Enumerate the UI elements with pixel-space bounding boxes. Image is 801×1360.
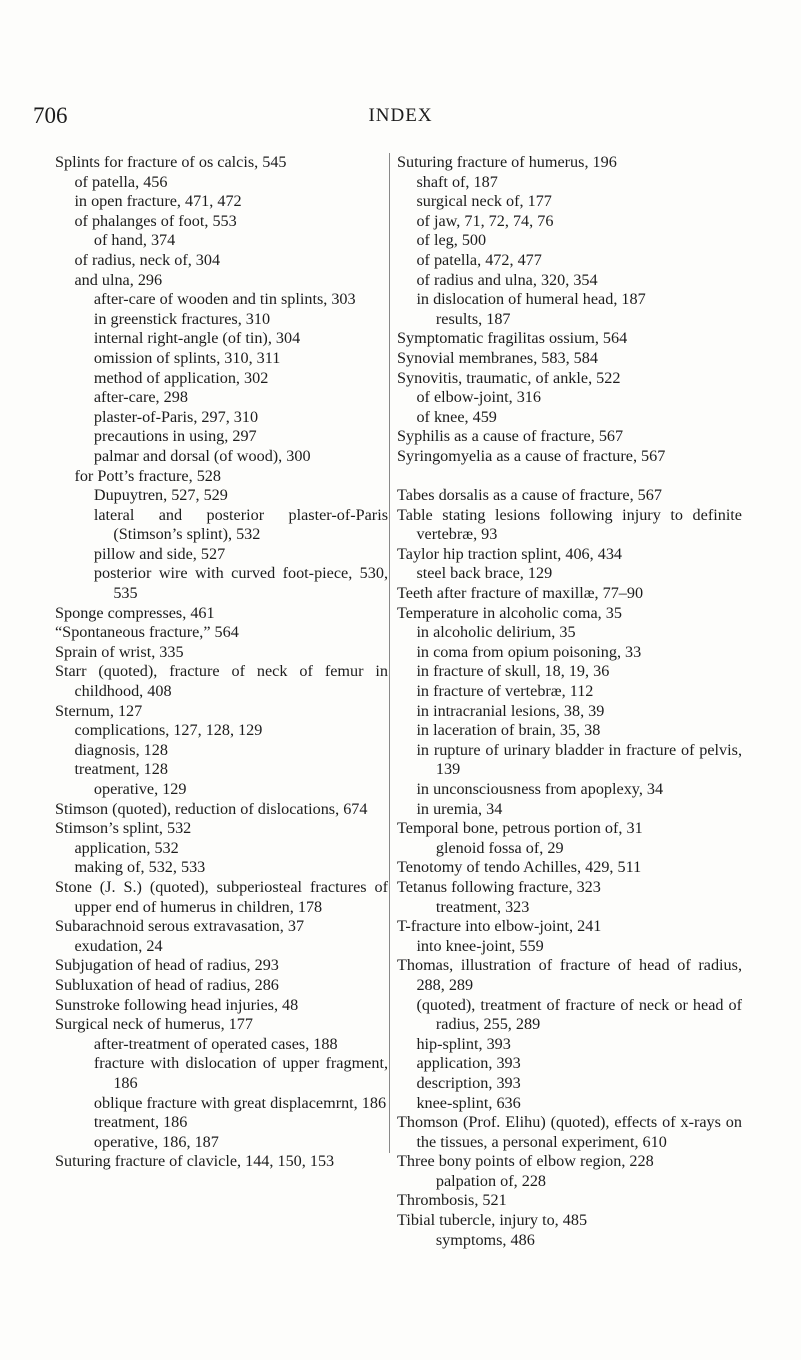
index-entry: Surgical neck of humerus, 177 <box>55 1015 253 1034</box>
column-divider <box>389 153 390 1153</box>
index-subentry: in fracture of vertebræ, 112 <box>416 682 594 701</box>
index-entry: Splints for fracture of os calcis, 545 <box>55 153 287 171</box>
index-subentry: of knee, 459 <box>416 407 497 426</box>
index-entry: Synovial membranes, 583, 584 <box>397 348 598 367</box>
index-subentry: in fracture of skull, 18, 19, 36 <box>416 662 610 681</box>
index-subentry: fracture with dislocation of upper fragment, 186 <box>93 1054 388 1092</box>
index-entry: Tibial tubercle, injury to, 485 <box>397 1211 588 1230</box>
index-entry: Teeth after fracture of maxillæ, 77–90 <box>397 584 644 603</box>
index-subentry: application, 532 <box>74 838 179 857</box>
index-subentry: oblique fracture with great displacemrnt, 186 <box>93 1093 387 1112</box>
index-subentry: omission of splints, 310, 311 <box>93 348 281 367</box>
index-entry: Thomas, illustration of fracture of head of radius, 288, 289 <box>397 956 742 994</box>
index-subentry: of jaw, 71, 72, 74, 76 <box>416 211 554 230</box>
index-subentry: of radius and ulna, 320, 354 <box>416 270 598 289</box>
index-subentry: symptoms, 486 <box>435 1230 535 1249</box>
page-title: INDEX <box>368 105 433 126</box>
index-entry: Sprain of wrist, 335 <box>55 642 184 661</box>
index-subentry: surgical neck of, 177 <box>416 192 552 211</box>
index-subentry: plaster-of-Paris, 297, 310 <box>93 407 259 426</box>
index-entry: Temperature in alcoholic coma, 35 <box>397 603 622 622</box>
index-subentry: of phalanges of foot, 553 <box>74 211 237 230</box>
index-entry: Subarachnoid serous extravasation, 37 <box>55 917 305 936</box>
index-subentry: internal right-angle (of tin), 304 <box>93 329 301 348</box>
index-entry: Thrombosis, 521 <box>397 1191 507 1210</box>
index-subentry: operative, 129 <box>93 780 187 798</box>
index-subentry: palpation of, 228 <box>435 1171 547 1190</box>
index-subentry: of radius, neck of, 304 <box>74 250 221 269</box>
index-subentry: knee-splint, 636 <box>416 1093 521 1112</box>
index-gap <box>397 467 742 487</box>
index-subentry: of elbow-joint, 316 <box>416 388 541 407</box>
index-entry: Symptomatic fragilitas ossium, 564 <box>397 329 628 348</box>
index-subentry: in alcoholic delirium, 35 <box>416 623 576 642</box>
index-subentry: posterior wire with curved foot-piece, 530, 535 <box>93 564 388 603</box>
index-entry: Tenotomy of tendo Achilles, 429, 511 <box>397 858 642 877</box>
index-entry: Tabes dorsalis as a cause of fracture, 567 <box>397 486 662 505</box>
index-entry: Stone (J. S.) (quoted), subperiosteal fractures of upper end of humerus in children, 178 <box>55 877 388 916</box>
index-column-left <box>55 153 388 1172</box>
index-subentry: in intracranial lesions, 38, 39 <box>416 701 605 720</box>
index-subentry: lateral and posterior plaster-of-Paris (Stimson’s splint), 532 <box>93 505 388 544</box>
index-subentry: treatment, 186 <box>93 1113 188 1132</box>
index-subentry: making of, 532, 533 <box>74 858 206 877</box>
page-number: 706 <box>33 103 68 128</box>
index-subentry: of hand, 374 <box>93 231 176 250</box>
index-subentry: application, 393 <box>416 1054 521 1073</box>
index-subentry: in rupture of urinary bladder in fracture of pelvis, 139 <box>416 740 742 779</box>
index-entry: Table stating lesions following injury to definite vertebræ, 93 <box>397 505 742 544</box>
index-subentry: in unconsciousness from apoplexy, 34 <box>416 780 664 798</box>
index-entry: Subjugation of head of radius, 293 <box>55 956 279 975</box>
index-subentry: exudation, 24 <box>74 936 163 955</box>
index-entry: Temporal bone, petrous portion of, 31 <box>397 819 643 838</box>
index-subentry: in uremia, 34 <box>416 799 503 818</box>
index-entry: Starr (quoted), fracture of neck of femur in childhood, 408 <box>55 662 388 701</box>
index-entry: “Spontaneous fracture,” 564 <box>55 623 239 642</box>
index-entry: Suturing fracture of clavicle, 144, 150, 153 <box>55 1152 335 1171</box>
index-subentry: diagnosis, 128 <box>74 740 168 759</box>
index-subentry: after-care, 298 <box>93 388 188 407</box>
index-subentry: operative, 186, 187 <box>93 1132 219 1151</box>
index-subentry: complications, 127, 128, 129 <box>74 721 263 740</box>
index-subentry: results, 187 <box>435 309 511 328</box>
index-subentry: of patella, 472, 477 <box>416 250 542 269</box>
index-entry: Sponge compresses, 461 <box>55 603 215 622</box>
index-subentry: (quoted), treatment of fracture of neck or head of radius, 255, 289 <box>416 995 742 1034</box>
index-subentry: palmar and dorsal (of wood), 300 <box>93 446 311 465</box>
index-subentry: shaft of, 187 <box>416 172 498 191</box>
index-subentry: of patella, 456 <box>74 172 168 191</box>
index-entry: Suturing fracture of humerus, 196 <box>397 153 617 171</box>
index-entry: Syringomyelia as a cause of fracture, 567 <box>397 446 666 465</box>
index-subentry: method of application, 302 <box>93 368 269 387</box>
index-subentry: Dupuytren, 527, 529 <box>93 486 228 505</box>
index-subentry: pillow and side, 527 <box>93 544 226 563</box>
index-subentry: precautions in using, 297 <box>93 427 257 446</box>
index-entry: Thomson (Prof. Elihu) (quoted), effects of x-rays on the tissues, a personal experiment, 610 <box>397 1113 742 1151</box>
index-subentry: in coma from opium poisoning, 33 <box>416 642 642 661</box>
index-subentry: in dislocation of humeral head, 187 <box>416 290 646 309</box>
index-subentry: in open fracture, 471, 472 <box>74 192 242 211</box>
index-subentry: treatment, 128 <box>74 760 168 779</box>
index-subentry: in laceration of brain, 35, 38 <box>416 721 601 740</box>
index-subentry: of leg, 500 <box>416 231 487 250</box>
index-entry: Synovitis, traumatic, of ankle, 522 <box>397 368 621 387</box>
index-subentry: description, 393 <box>416 1073 521 1092</box>
index-entry: Stimson’s splint, 532 <box>55 819 192 838</box>
index-subentry: for Pott’s fracture, 528 <box>74 466 221 485</box>
index-subentry: into knee-joint, 559 <box>416 936 544 955</box>
index-subentry: and ulna, 296 <box>74 270 163 289</box>
index-column-right <box>397 153 742 1250</box>
index-entry: Three bony points of elbow region, 228 <box>397 1152 654 1171</box>
index-subentry: after-treatment of operated cases, 188 <box>93 1034 338 1053</box>
index-entry: Sunstroke following head injuries, 48 <box>55 995 299 1014</box>
index-subentry: glenoid fossa of, 29 <box>435 838 564 857</box>
index-subentry: hip-splint, 393 <box>416 1034 511 1053</box>
index-subentry: treatment, 323 <box>435 897 530 916</box>
index-entry: Subluxation of head of radius, 286 <box>55 975 279 994</box>
index-subentry: after-care of wooden and tin splints, 303 <box>93 290 356 309</box>
index-entry: Tetanus following fracture, 323 <box>397 877 601 896</box>
page-header <box>0 103 801 133</box>
index-entry: Syphilis as a cause of fracture, 567 <box>397 427 624 446</box>
index-entry: T-fracture into elbow-joint, 241 <box>397 917 602 936</box>
index-entry: Stimson (quoted), reduction of dislocations, 674 <box>55 799 368 818</box>
index-entry: Sternum, 127 <box>55 701 143 720</box>
index-subentry: steel back brace, 129 <box>416 564 553 583</box>
index-entry: Taylor hip traction splint, 406, 434 <box>397 544 623 563</box>
index-subentry: in greenstick fractures, 310 <box>93 309 271 328</box>
